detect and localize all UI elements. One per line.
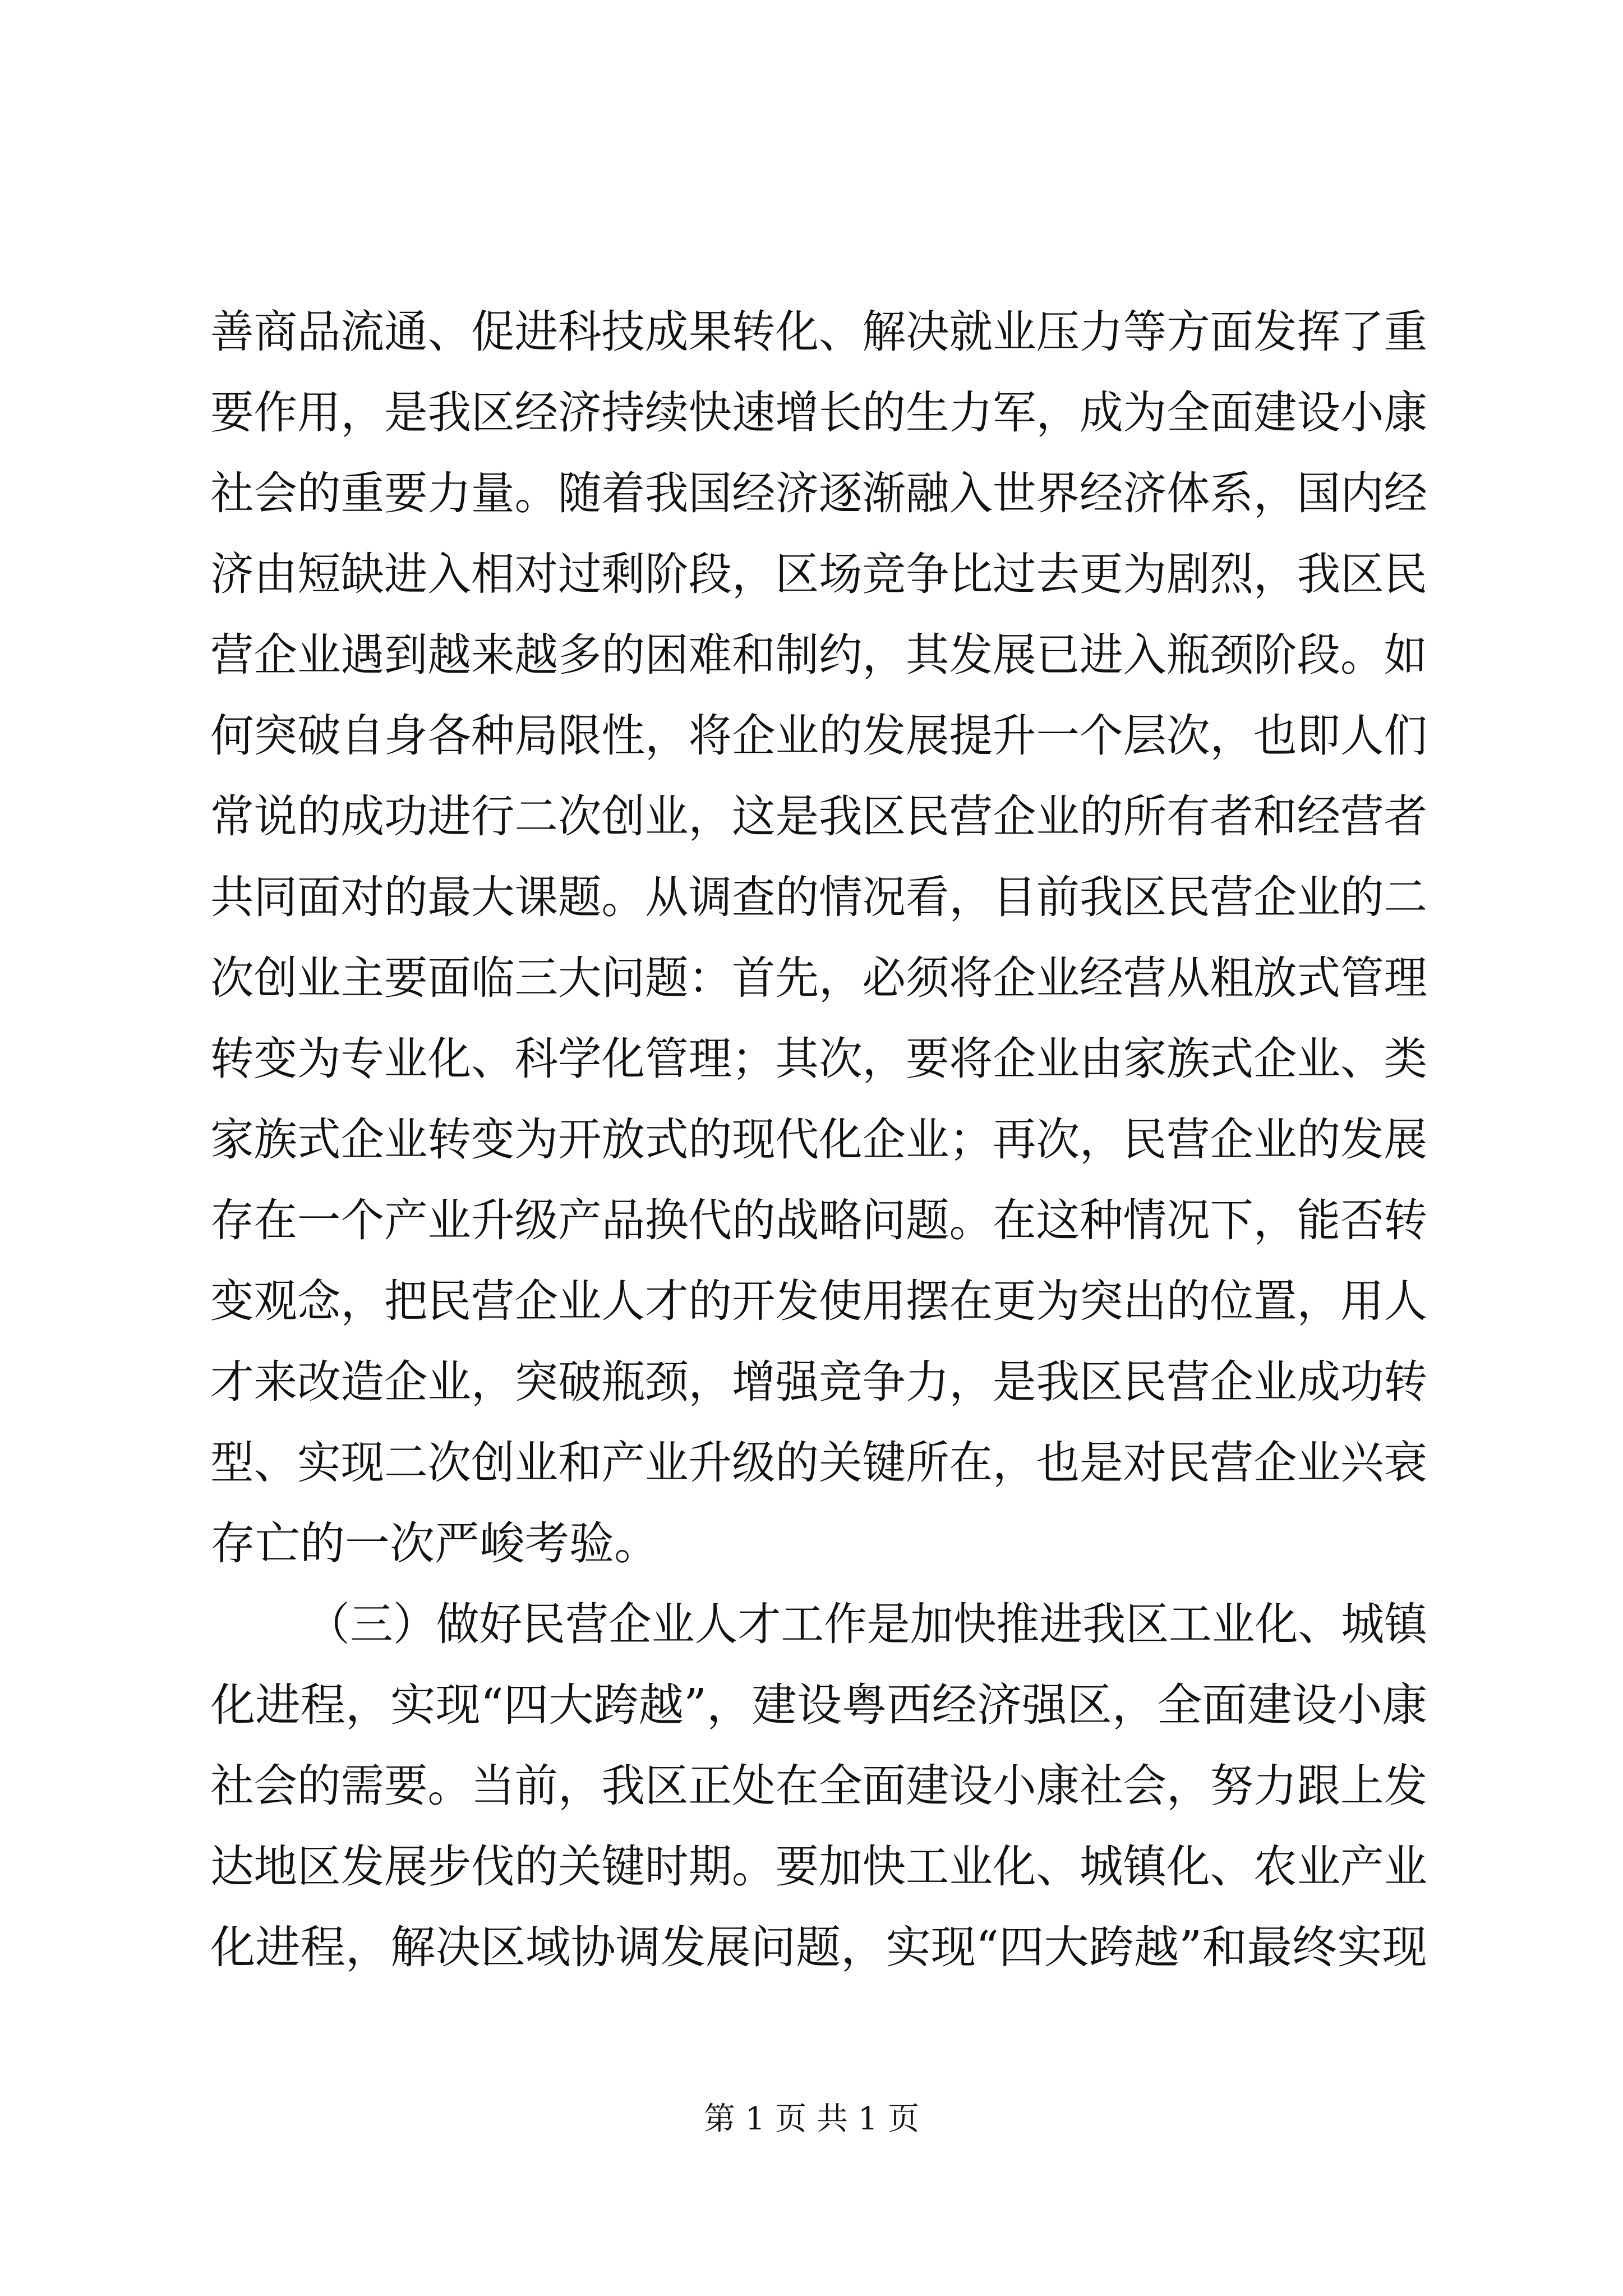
- body-line: 要作用，是我区经济持续快速增长的生力军，成为全面建设小康: [210, 386, 1427, 439]
- body-line: 达地区发展步伐的关键时期。要加快工业化、城镇化、农业产业: [210, 1841, 1427, 1893]
- body-line: 营企业遇到越来越多的困难和制约，其发展已进入瓶颈阶段。如: [210, 629, 1427, 681]
- body-line: 社会的重要力量。随着我国经济逐渐融入世界经济体系，国内经: [210, 467, 1427, 519]
- body-line: 济由短缺进入相对过剩阶段，区场竞争比过去更为剧烈，我区民: [210, 548, 1427, 600]
- section-heading-line: （三）做好民营企业人才工作是加快推进我区工业化、城镇: [307, 1598, 1427, 1650]
- body-line: 何突破自身各种局限性，将企业的发展提升一个层次，也即人们: [210, 710, 1427, 762]
- body-line: 常说的成功进行二次创业，这是我区民营企业的所有者和经营者: [210, 790, 1427, 843]
- document-body: [210, 292, 1427, 1988]
- body-line: 家族式企业转变为开放式的现代化企业；再次，民营企业的发展: [210, 1114, 1427, 1166]
- body-line: 化进程，实现“四大跨越”，建设粤西经济强区，全面建设小康: [210, 1679, 1427, 1731]
- body-line: 社会的需要。当前，我区正处在全面建设小康社会，努力跟上发: [210, 1760, 1427, 1812]
- body-line: 化进程，解决区域协调发展问题，实现“四大跨越”和最终实现: [210, 1921, 1427, 1973]
- body-line: 善商品流通、促进科技成果转化、解决就业压力等方面发挥了重: [210, 306, 1427, 358]
- paragraph-end-line: 存亡的一次严峻考验。: [210, 1517, 659, 1570]
- body-line: 型、实现二次创业和产业升级的关键所在，也是对民营企业兴衰: [210, 1437, 1427, 1489]
- page-number: 第 1 页 共 1 页: [703, 2101, 920, 2137]
- body-line: 变观念，把民营企业人才的开发使用摆在更为突出的位置，用人: [210, 1275, 1427, 1327]
- body-line: 次创业主要面临三大问题：首先，必须将企业经营从粗放式管理: [210, 952, 1427, 1004]
- page-footer: [0, 2097, 1623, 2142]
- body-line: 才来改造企业，突破瓶颈，增强竞争力，是我区民营企业成功转: [210, 1356, 1427, 1408]
- body-line: 存在一个产业升级产品换代的战略问题。在这种情况下，能否转: [210, 1194, 1427, 1246]
- body-line: 共同面对的最大课题。从调查的情况看，目前我区民营企业的二: [210, 871, 1427, 923]
- body-line: 转变为专业化、科学化管理；其次，要将企业由家族式企业、类: [210, 1033, 1427, 1085]
